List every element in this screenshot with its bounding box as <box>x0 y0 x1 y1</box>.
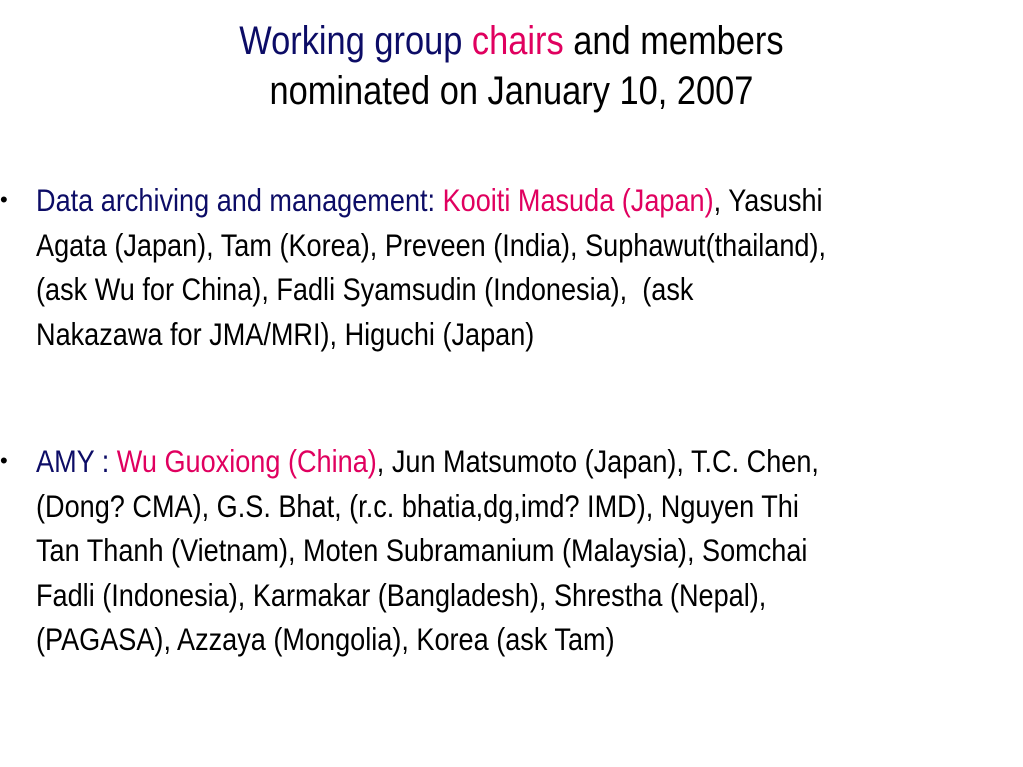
working-group-label: Data archiving and management: <box>36 182 443 218</box>
title-line-2: nominated on January 10, 2007 <box>269 69 754 113</box>
bullet-line <box>36 439 1023 484</box>
bullet-text <box>36 439 1023 662</box>
working-group-chair: Wu Guoxiong (China) <box>116 443 377 479</box>
bullet-line: (Dong? CMA), G.S. Bhat, (r.c. bhatia,dg,imd? IMD), Nguyen Thi <box>36 487 799 524</box>
bullet-text <box>36 178 1023 356</box>
member-text: , Jun Matsumoto (Japan), T.C. Chen, <box>376 443 819 479</box>
bullet-line <box>36 178 1023 223</box>
slide-title <box>72 16 952 116</box>
working-group-label: AMY : <box>36 443 117 479</box>
bullet-line: Fadli (Indonesia), Karmakar (Bangladesh), Shrestha (Nepal), <box>36 576 767 613</box>
title-line-1 <box>72 16 952 66</box>
title-part-3: and members <box>563 19 784 63</box>
member-text: , Yasushi <box>713 182 823 218</box>
title-highlight-chairs: chairs <box>471 19 564 63</box>
bullet-marker: • <box>0 448 8 473</box>
bullet-marker: • <box>0 187 8 212</box>
title-part-1: Working group <box>239 19 472 63</box>
bullet-line: Nakazawa for JMA/MRI), Higuchi (Japan) <box>36 315 535 352</box>
bullet-line: Tan Thanh (Vietnam), Moten Subramanium (Malaysia), Somchai <box>36 532 808 568</box>
bullet-line: (ask Wu for China), Fadli Syamsudin (Indonesia), (ask <box>36 271 694 307</box>
bullet-line: Agata (Japan), Tam (Korea), Preveen (India), Suphawut(thailand), <box>36 226 827 263</box>
bullet-line: (PAGASA), Azzaya (Mongolia), Korea (ask Tam) <box>36 621 615 657</box>
working-group-chair: Kooiti Masuda (Japan) <box>442 182 714 218</box>
